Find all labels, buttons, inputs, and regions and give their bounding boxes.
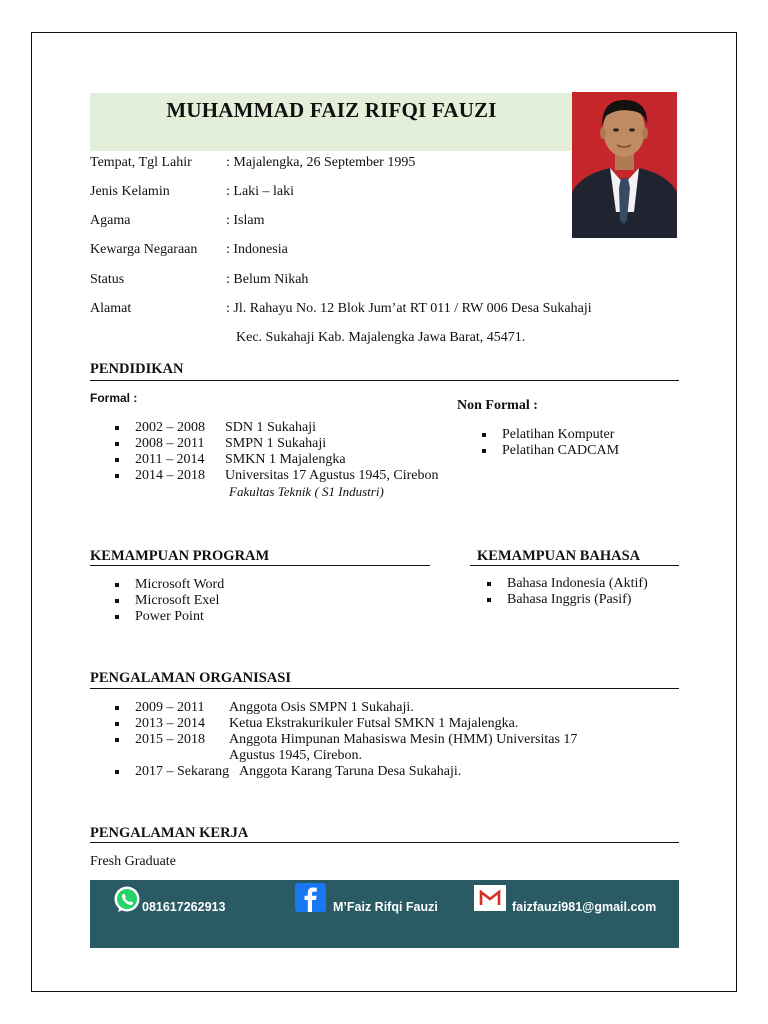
item-years: 2011 – 2014 [135, 452, 205, 467]
item-years: 2013 – 2014 [135, 716, 205, 731]
value-address: : Jl. Rahayu No. 12 Blok Jum’at RT 011 / RW 006 Desa Sukahaji [226, 301, 592, 316]
list-item [90, 764, 577, 780]
formal-label: Formal : [90, 391, 138, 405]
section-rule [90, 380, 679, 381]
item-years: 2014 – 2018 [135, 468, 205, 483]
formal-education-list [90, 420, 439, 500]
section-heading-programs: KEMAMPUAN PROGRAM [90, 548, 270, 564]
item-text: SMKN 1 Majalengka [225, 452, 346, 467]
item-years: 2009 – 2011 [135, 700, 205, 715]
item-text: SMPN 1 Sukahaji [225, 436, 327, 451]
item-text: SDN 1 Sukahaji [225, 420, 316, 435]
label-birth: Tempat, Tgl Lahir [90, 155, 192, 170]
list-item [90, 436, 439, 452]
list-item: Bahasa Indonesia (Aktif) [462, 576, 648, 592]
work-text: Fresh Graduate [90, 854, 176, 869]
list-item-continuation: Agustus 1945, Cirebon. [229, 748, 362, 763]
item-text: Ketua Ekstrakurikuler Futsal SMKN 1 Majalengka. [229, 716, 519, 731]
facebook-icon [295, 883, 326, 912]
nonformal-label: Non Formal : [457, 398, 538, 413]
item-years: 2017 – Sekarang [135, 764, 230, 779]
list-item [90, 716, 577, 732]
value-religion: : Islam [226, 213, 265, 228]
list-item-note: Fakultas Teknik ( S1 Industri) [229, 484, 384, 499]
program-skills-list [90, 577, 224, 625]
section-heading-languages: KEMAMPUAN BAHASA [477, 548, 641, 564]
label-religion: Agama [90, 213, 131, 228]
list-item: Pelatihan Komputer [457, 427, 619, 443]
phone-number[interactable]: 081617262913 [142, 900, 226, 914]
section-heading-education: PENDIDIKAN [90, 361, 184, 377]
nonformal-education-list [457, 427, 619, 459]
section-rule [90, 565, 430, 566]
section-rule [90, 842, 679, 843]
label-status: Status [90, 272, 125, 287]
item-years: 2015 – 2018 [135, 732, 205, 747]
section-rule [90, 688, 679, 689]
item-text: Anggota Himpunan Mahasiswa Mesin (HMM) Universitas 17 [229, 732, 578, 747]
email-address[interactable]: faizfauzi981@gmail.com [512, 900, 657, 914]
list-item: Bahasa Inggris (Pasif) [462, 592, 648, 608]
label-address: Alamat [90, 301, 132, 316]
label-gender: Jenis Kelamin [90, 184, 170, 199]
label-nationality: Kewarga Negaraan [90, 242, 198, 257]
value-status: : Belum Nikah [226, 272, 309, 287]
value-birth: : Majalengka, 26 September 1995 [226, 155, 416, 170]
profile-photo [572, 92, 677, 238]
value-gender: : Laki – laki [226, 184, 295, 199]
list-item: Microsoft Exel [90, 593, 224, 609]
list-item [90, 452, 439, 468]
facebook-name[interactable]: M’Faiz Rifqi Fauzi [333, 900, 438, 914]
list-item: Power Point [90, 609, 224, 625]
section-heading-work: PENGALAMAN KERJA [90, 825, 249, 841]
item-text: Universitas 17 Agustus 1945, Cirebon [225, 468, 439, 483]
whatsapp-icon [112, 885, 142, 915]
section-heading-organization: PENGALAMAN ORGANISASI [90, 670, 292, 686]
list-item [90, 700, 577, 716]
value-nationality: : Indonesia [226, 242, 288, 257]
organization-list [90, 700, 577, 780]
contact-footer [90, 880, 679, 948]
item-years: 2002 – 2008 [135, 420, 205, 435]
list-item [90, 468, 439, 484]
section-rule [470, 565, 679, 566]
language-skills-list [462, 576, 648, 608]
list-item: Microsoft Word [90, 577, 224, 593]
item-text: Anggota Karang Taruna Desa Sukahaji. [239, 764, 462, 779]
list-item [90, 732, 577, 748]
value-address-line2: Kec. Sukahaji Kab. Majalengka Jawa Barat, 45471. [236, 330, 526, 345]
list-item: Pelatihan CADCAM [457, 443, 619, 459]
gmail-icon [474, 885, 506, 911]
list-item [90, 420, 439, 436]
portrait-illustration [572, 92, 677, 238]
item-text: Anggota Osis SMPN 1 Sukahaji. [229, 700, 414, 715]
item-years: 2008 – 2011 [135, 436, 205, 451]
cv-name: MUHAMMAD FAIZ RIFQI FAUZI [166, 98, 497, 122]
